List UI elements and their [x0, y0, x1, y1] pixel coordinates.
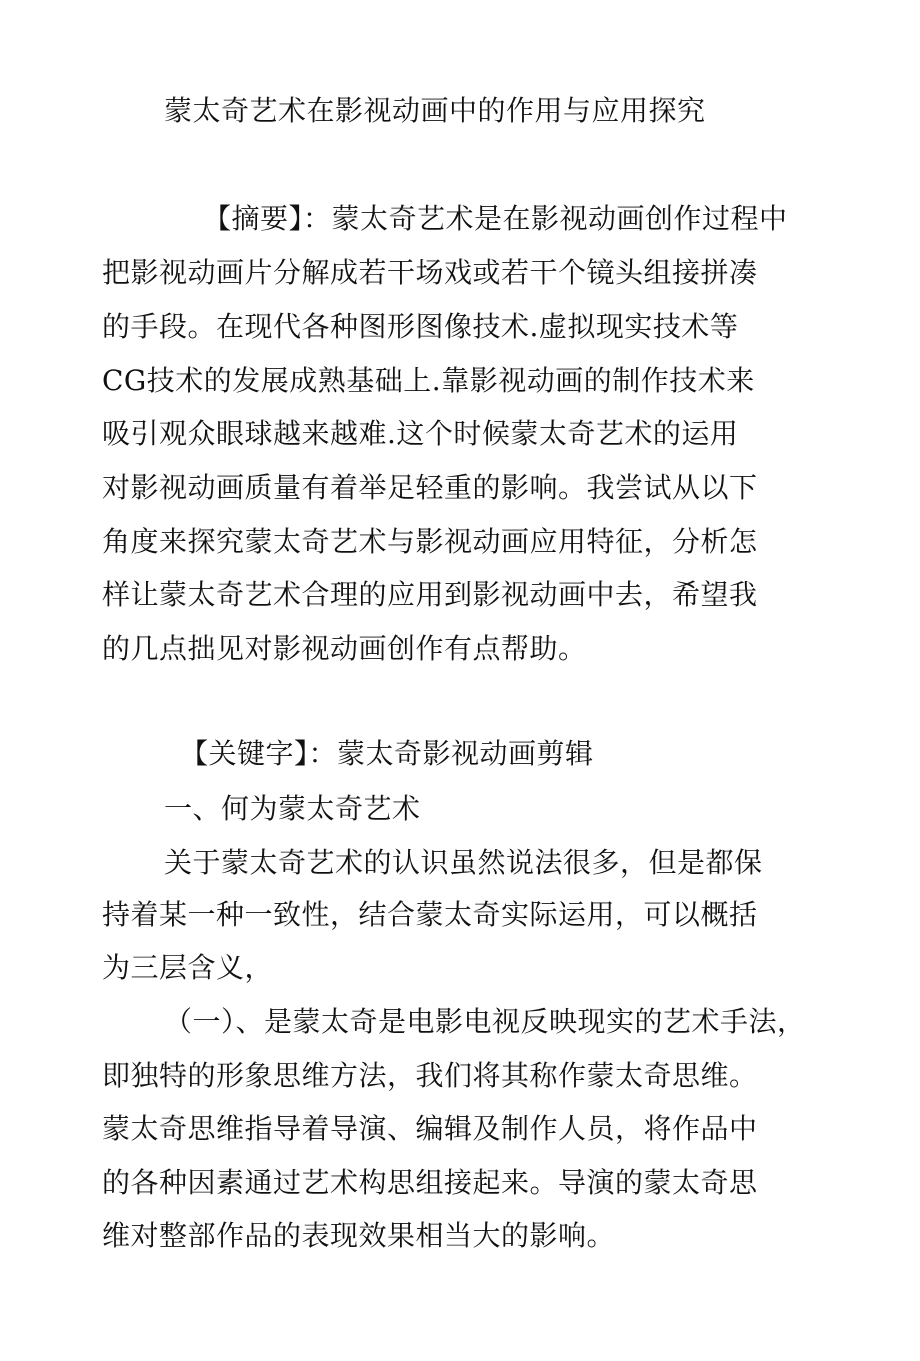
document-title: 蒙太奇艺术在影视动画中的作用与应用探究 — [164, 94, 706, 127]
section-heading: 一、何为蒙太奇艺术 — [164, 792, 421, 825]
keywords-line: 【关键字】：蒙太奇影视动画剪辑 — [180, 737, 594, 770]
paragraph-line: 关于蒙太奇艺术的认识虽然说法很多，但是都保 — [164, 846, 763, 879]
abstract-line: 的手段。在现代各种图形图像技术.虚拟现实技术等 — [102, 310, 739, 343]
paragraph-line: 维对整部作品的表现效果相当大的影响。 — [102, 1219, 616, 1252]
abstract-line: 的几点拙见对影视动画创作有点帮助。 — [102, 632, 587, 665]
paragraph-line: （一）、是蒙太奇是电影电视反映现实的艺术手法， — [164, 1005, 806, 1038]
abstract-line: 吸引观众眼球越来越难.这个时候蒙太奇艺术的运用 — [102, 417, 739, 450]
abstract-line: CG技术的发展成熟基础上.靠影视动画的制作技术来 — [102, 364, 755, 397]
paragraph-line: 的各种因素通过艺术构思组接起来。导演的蒙太奇思 — [102, 1166, 758, 1199]
abstract-line: 对影视动画质量有着举足轻重的影响。我尝试从以下 — [102, 471, 758, 504]
paragraph-line: 为三层含义， — [102, 951, 274, 984]
abstract-line: 把影视动画片分解成若干场戏或若干个镜头组接拼凑 — [102, 256, 758, 289]
abstract-line: 角度来探究蒙太奇艺术与影视动画应用特征，分析怎 — [102, 525, 758, 558]
abstract-line: 样让蒙太奇艺术合理的应用到影视动画中去，希望我 — [102, 578, 758, 611]
paragraph-line: 持着某一种一致性，结合蒙太奇实际运用，可以概括 — [102, 898, 758, 931]
abstract-line: 【摘要】：蒙太奇艺术是在影视动画创作过程中 — [203, 202, 788, 235]
paragraph-line: 即独特的形象思维方法，我们将其称作蒙太奇思维。 — [102, 1059, 758, 1092]
paragraph-line: 蒙太奇思维指导着导演、编辑及制作人员，将作品中 — [102, 1112, 758, 1145]
